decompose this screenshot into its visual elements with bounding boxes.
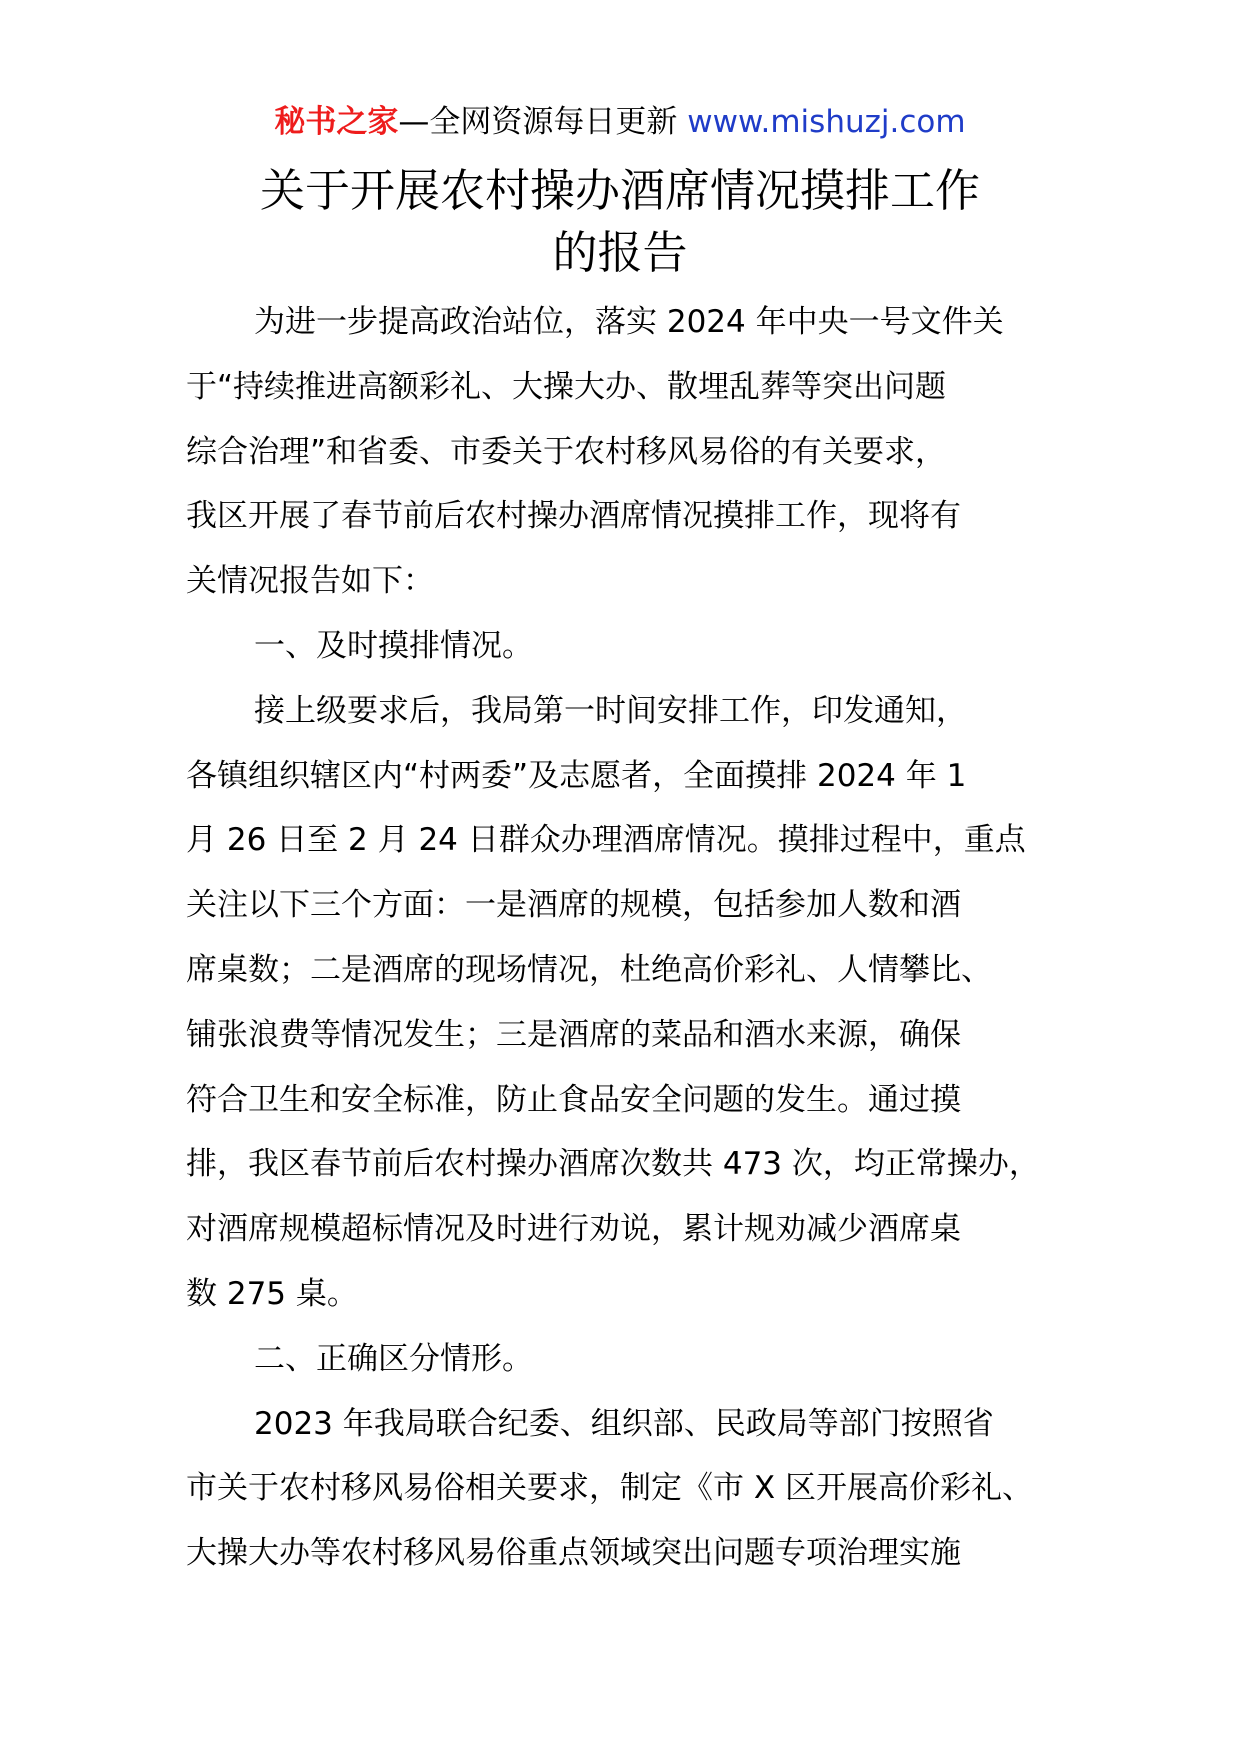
body-line: 大操大办等农村移风易俗重点领域突出问题专项治理实施 (186, 1535, 961, 1572)
section-heading: 一、及时摸排情况。 (254, 627, 533, 664)
body-line: 对酒席规模超标情况及时进行劝说，累计规劝减少酒席桌 (186, 1211, 961, 1248)
body-line: 为进一步提高政治站位，落实 2024 年中央一号文件关 (254, 304, 1004, 340)
body-line: 接上级要求后，我局第一时间安排工作，印发通知， (254, 692, 967, 729)
site-url-link[interactable]: www.mishuzj.com (687, 104, 966, 140)
body-line: 铺张浪费等情况发生；三是酒席的菜品和酒水来源，确保 (186, 1016, 961, 1053)
body-line: 符合卫生和安全标准，防止食品安全问题的发生。通过摸 (186, 1081, 961, 1118)
title-line-2: 的报告 (552, 226, 688, 279)
body-line: 我区开展了春节前后农村操办酒席情况摸排工作，现将有 (186, 498, 961, 535)
body-line: 关情况报告如下： (186, 563, 434, 600)
header-slogan: —全网资源每日更新 (398, 104, 678, 140)
body-line: 数 275 桌。 (186, 1275, 358, 1312)
document-body (186, 290, 1086, 1586)
brand-name: 秘书之家 (274, 104, 399, 140)
section-heading: 二、正确区分情形。 (254, 1340, 533, 1377)
site-header (0, 100, 1240, 144)
title-line-1: 关于开展农村操办酒席情况摸排工作 (259, 164, 980, 217)
body-line: 席桌数；二是酒席的现场情况，杜绝高价彩礼、人情攀比、 (186, 951, 992, 988)
body-line: 排，我区春节前后农村操办酒席次数共 473 次，均正常操办， (186, 1146, 1040, 1183)
body-line: 综合治理”和省委、市委关于农村移风易俗的有关要求， (186, 433, 947, 470)
body-line: 各镇组织辖区内“村两委”及志愿者，全面摸排 2024 年 1 (186, 757, 967, 794)
body-line: 市关于农村移风易俗相关要求，制定《市 X 区开展高价彩礼、 (186, 1470, 1033, 1507)
body-line: 关注以下三个方面：一是酒席的规模，包括参加人数和酒 (186, 887, 961, 924)
body-line: 月 26 日至 2 月 24 日群众办理酒席情况。摸排过程中，重点 (186, 822, 1026, 859)
body-line: 于“持续推进高额彩礼、大操大办、散埋乱葬等突出问题 (186, 368, 947, 405)
document-title (0, 160, 1240, 284)
body-line: 2023 年我局联合纪委、组织部、民政局等部门按照省 (254, 1405, 994, 1442)
